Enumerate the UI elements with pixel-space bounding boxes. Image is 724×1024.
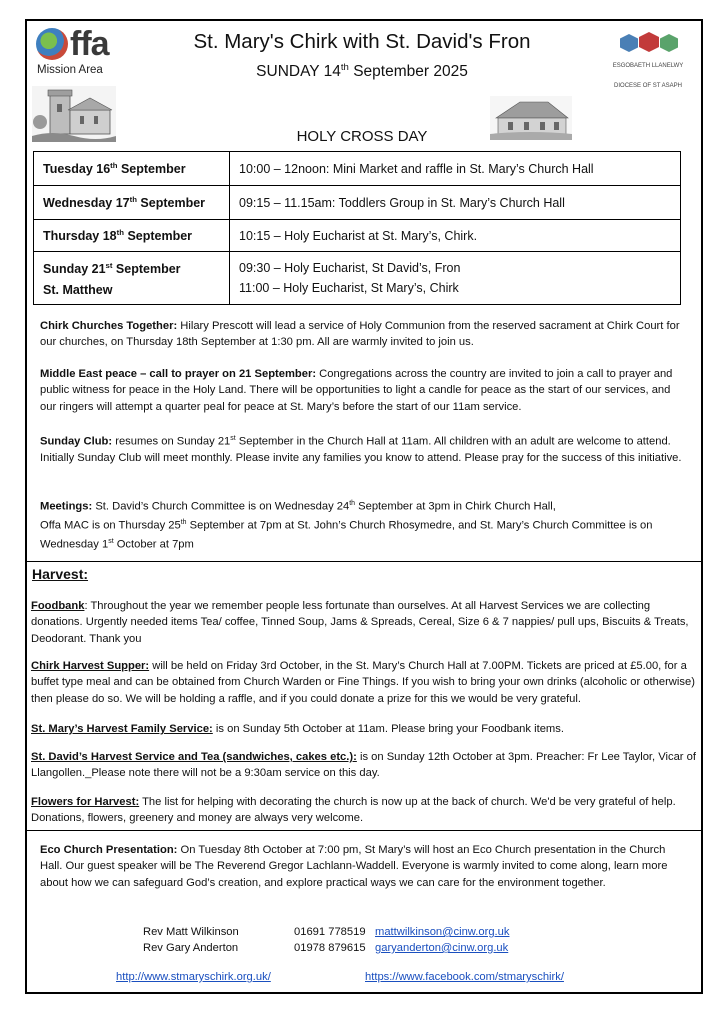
page-title: St. Mary's Chirk with St. David's Fron — [193, 30, 531, 53]
schedule-detail: 09:30 – Holy Eucharist, St David’s, Fron 11:00 – Holy Eucharist, St Mary’s, Chirk — [230, 252, 681, 305]
table-row — [34, 186, 681, 220]
feast-day-heading: HOLY CROSS DAY — [296, 128, 428, 145]
notice-sunday-club: Sunday Club: resumes on Sunday 21st September in the Church Hall at 11am. All children with an adult are welcome to attend. Initially Sunday Club will meet monthly. Please invite any families you know to attend. Please pray for the success of this initiative. — [40, 435, 682, 465]
mission-area-label: Mission Area — [37, 64, 103, 76]
diocese-english-name: DIOCESE OF ST ASAPH — [614, 83, 682, 89]
contact-phone: 01691 778519 — [294, 926, 366, 938]
contact-email-link[interactable]: mattwilkinson@cinw.org.uk — [375, 926, 510, 938]
section-divider — [26, 561, 702, 562]
harvest-flowers: Flowers for Harvest: The list for helping with decorating the church is now up at the back of church. We'd be very grateful of help. Donations, flowers, greenery and money are always very welcome. — [31, 796, 676, 825]
table-row — [34, 220, 681, 252]
diocese-emblem-icon — [620, 32, 676, 56]
service-date: SUNDAY 14th September 2025 — [256, 62, 468, 81]
offa-logo-text: ffa — [70, 25, 109, 63]
harvest-foodbank: Foodbank: Throughout the year we remember people less fortunate than ourselves. At all Harvest Services we are collecting donations. Urgently needed items Tea/ coffee, Tinned Soup, Jams & Spreads, Cereal, Size 6 & 7 nappies/ pull ups, Biscuits & Treats, Deodorant. Thank you — [31, 600, 689, 645]
schedule-day: Sunday 21st September St. Matthew — [34, 252, 230, 305]
eco-church-notice: Eco Church Presentation: On Tuesday 8th October at 7:00 pm, St Mary’s will host an Eco Church presentation in the Church Hall. Our guest speaker will be The Reverend Gregor Lachlann-Waddell. Everyone is warmly invited to come along, learn more about how we can safeguard God’s creation, and explore practical ways we can care for the environment together. — [40, 844, 668, 889]
contact-name: Rev Matt Wilkinson — [143, 926, 239, 938]
contact-phone: 01978 879615 — [294, 942, 366, 954]
diocese-welsh-name: ESGOBAETH LLANELWY — [612, 63, 684, 69]
facebook-link[interactable]: https://www.facebook.com/stmaryschirk/ — [365, 971, 564, 983]
schedule-day: Wednesday 17th September — [34, 186, 230, 220]
schedule-detail: 09:15 – 11.15am: Toddlers Group in St. Mary’s Church Hall — [230, 186, 681, 220]
harvest-family-service: St. Mary’s Harvest Family Service: is on Sunday 5th October at 11am. Please bring your Foodbank items. — [31, 723, 564, 735]
contact-email-link[interactable]: garyanderton@cinw.org.uk — [375, 942, 509, 954]
harvest-heading: Harvest: — [32, 566, 89, 582]
section-divider — [26, 830, 702, 831]
notice-middle-east-peace: Middle East peace – call to prayer on 21 September: Congregations across the country are invited to join a call to prayer and public witness for peace in the Holy Land. There will be opportunities to light a candle for peace as the start of our services, and our ringers will attempt a quarter peal for peace at St. Mary’s before the start of our 11am service. — [40, 368, 673, 413]
harvest-st-davids-service: St. David’s Harvest Service and Tea (sandwiches, cakes etc.): is on Sunday 12th October at 3pm. Preacher: Fr Lee Taylor, Vicar of Llangollen._Please note there will not be a 9:30am service on this day. — [31, 751, 696, 780]
diocese-logo — [598, 28, 698, 98]
website-link[interactable]: http://www.stmaryschirk.org.uk/ — [116, 971, 271, 983]
schedule-detail: 10:00 – 12noon: Mini Market and raffle in St. Mary’s Church Hall — [230, 152, 681, 186]
table-row — [34, 252, 681, 305]
notice-meetings: Meetings: St. David’s Church Committee is on Wednesday 24th September at 3pm in Chirk Church Hall, Offa MAC is on Thursday 25th September at 7pm at St. John’s Church Rhosymedre, and St. Mary’s Church Committee is on Wednesday 1st October at 7pm — [40, 500, 653, 552]
contact-name: Rev Gary Anderton — [143, 942, 239, 954]
notice-chirk-churches: Chirk Churches Together: Hilary Prescott will lead a service of Holy Communion from the reserved sacrament at Chirk Court for our churches, on Thursday 18th September at 1:30 pm. All are warmly invited to join us. — [40, 320, 680, 349]
weekly-schedule-table — [33, 151, 681, 305]
schedule-day: Tuesday 16th September — [34, 152, 230, 186]
schedule-day: Thursday 18th September — [34, 220, 230, 252]
table-row — [34, 152, 681, 186]
harvest-supper: Chirk Harvest Supper: will be held on Friday 3rd October, in the St. Mary’s Church Hall at 7.00PM. Tickets are priced at £5.00, for a buffet type meal and can be obtained from Church Warden or Fine Things. If you wish to bring your own drinks (alcoholic or otherwise) then please do so. We will be holding a raffle, and if you could donate a prize for this we would be very grateful. — [31, 660, 695, 705]
schedule-detail: 10:15 – Holy Eucharist at St. Mary’s, Chirk. — [230, 220, 681, 252]
